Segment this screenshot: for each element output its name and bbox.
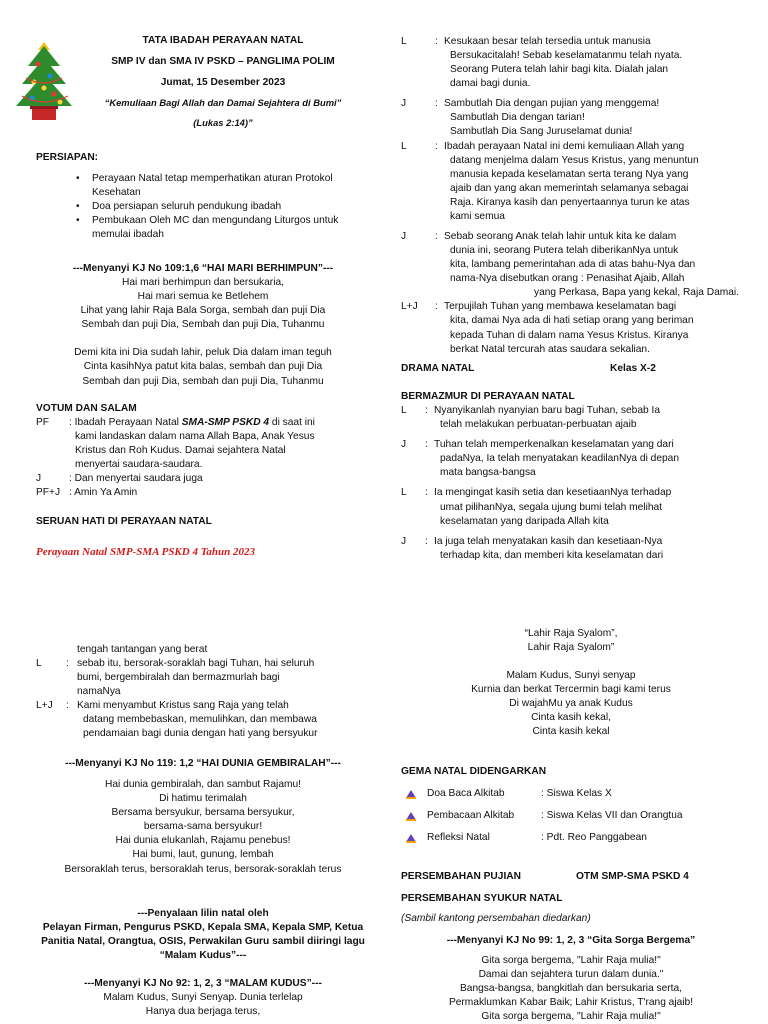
- list-item: [401, 831, 741, 853]
- liturgy-line: Sambutlah Dia dengan tarian!: [450, 112, 585, 124]
- lyric-line: bersama-sama bersyukur!: [143, 821, 263, 833]
- liturgy-line: nama-Nya disebutkan orang : Penasihat Ajaib, Allah: [450, 273, 685, 285]
- gema-label: Doa Baca Alkitab: [427, 788, 505, 800]
- page2-left-liturgy: tengah tantangan yang berat L : sebab itu, bersorak-soraklah bagi Tuhan, hai seluruh bumi, bergembiralah dan bermazmurlah bagi namaNya L+J : Kami menyambut Kristus sang Raja yang telah datang membebaskan, memulihkan, dan membawa pendamaian bagi dunia dengan hati yang bersyukur: [36, 643, 370, 742]
- votum-line: menyertai saudara-saudara.: [75, 459, 203, 471]
- lyric-line: Hanya dua berjaga terus,: [145, 1006, 261, 1018]
- lyric-line: Damai dan sejahtera turun dalam dunia.": [478, 969, 664, 981]
- event-date: Jumat, 15 Desember 2023: [160, 77, 286, 89]
- lyric-line: Kurnia dan berkat Tercermin bagi kami terus: [471, 684, 671, 696]
- theme-verse: (Lukas 2:14)”: [193, 117, 253, 129]
- kj109-title: ---Menyanyi KJ No 109:1,6 “HAI MARI BERHIMPUN”---: [72, 263, 334, 274]
- lyric-line: Gita sorga bergema, "Lahir Raja mulia!": [481, 1011, 661, 1023]
- speaker-label: PF+J: [36, 487, 61, 499]
- psalm-line: telah melakukan perbuatan-perbuatan ajaib: [440, 419, 637, 431]
- lyric-line: Lahir Raja Syalom”: [527, 642, 615, 654]
- kj99-title: ---Menyanyi KJ No 99: 1, 2, 3 “Gita Sorga Bergema”: [446, 935, 696, 946]
- kj119-block: [36, 757, 370, 877]
- persiapan-list: [68, 172, 370, 242]
- votum-text: di saat ini: [269, 417, 315, 429]
- pujian-heading: PERSEMBAHAN PUJIAN: [401, 871, 522, 882]
- lyric-line: Hai dunia elukanlah, Rajamu penebus!: [115, 835, 291, 847]
- lyric-line: Hai bumi, laut, gunung, lembah: [132, 849, 274, 861]
- speaker-label: L+J: [401, 301, 418, 313]
- lyric-line: Hai dunia gembiralah, dan sambut Rajamu!: [105, 779, 301, 791]
- liturgy-line: dunia ini, seorang Putera telah diberikanNya untuk: [450, 245, 679, 257]
- speaker-label: J: [401, 98, 407, 110]
- psalm-line: tengah tantangan yang berat: [77, 644, 208, 655]
- lyric-line: Cinta kasih kekal: [532, 726, 610, 738]
- psalm-line: Ia mengingat kasih setia dan kesetiaanNya terhadap: [434, 487, 672, 499]
- lyric-line: Permaklumkan Kabar Baik; Lahir Kristus, T'rang ajaib!: [448, 997, 694, 1009]
- liturgy-line: Sambutlah Dia Sang Juruselamat dunia!: [450, 126, 633, 138]
- liturgy-line: Sebab seorang Anak telah lahir untuk kita ke dalam: [444, 231, 677, 243]
- pujian-value: OTM SMP-SMA PSKD 4: [576, 871, 689, 882]
- liturgy-line: berkat Natal tercurah atas saudara sekalian.: [450, 343, 650, 355]
- drama-kelas: Kelas X-2: [610, 363, 656, 374]
- lyric-line: Bersama bersyukur, bersama bersyukur,: [111, 807, 295, 819]
- lyric-line: Di hatimu terimalah: [159, 793, 247, 805]
- list-item: [401, 787, 741, 809]
- gema-value: : Siswa Kelas VII dan Orangtua: [541, 810, 683, 822]
- theme-text: “Kemuliaan Bagi Allah dan Damai Sejahtera di Bumi”: [104, 97, 342, 109]
- lyric-line: Bersoraklah terus, bersoraklah terus, bersorak-soraklah terus: [64, 863, 342, 875]
- arrow-bullet-icon: [406, 811, 416, 821]
- lilin-line: Pelayan Firman, Pengurus PSKD, Kepala SMA, Kepala SMP, Ketua: [42, 922, 364, 934]
- liturgy-line: Bersukacitalah! Sebab keselamatanmu telah nyata.: [450, 50, 683, 62]
- speaker-label: L: [401, 36, 407, 47]
- psalm-line: sebab itu, bersorak-soraklah bagi Tuhan, hai seluruh: [77, 658, 315, 670]
- speaker-label: L: [401, 140, 407, 152]
- liturgy-line: kita, lambang pemerintahan ada di atas bahu-Nya dan: [450, 259, 696, 271]
- speaker-label: J: [36, 473, 42, 485]
- liturgy-line: kami semua: [450, 210, 505, 222]
- arrow-bullet-icon: [406, 833, 416, 843]
- lilin-block: [36, 907, 370, 963]
- liturgy-line: Raja. Kiranya kasih dan penyertaannya turun ke atas: [450, 196, 690, 208]
- kj119-title: ---Menyanyi KJ No 119: 1,2 “HAI DUNIA GEMBIRALAH”---: [65, 758, 341, 769]
- lyric-line: Cinta kasih kekal,: [531, 712, 611, 724]
- kj109-block: [36, 262, 370, 389]
- liturgy-line: Sambutlah Dia dengan pujian yang menggema!: [444, 98, 660, 110]
- psalm-line: umat pilihanNya, segala ujung bumi telah melihat: [440, 501, 662, 513]
- drama-heading: DRAMA NATAL: [401, 363, 475, 374]
- liturgy-line: kita, damai Nya ada di hati setiap orang yang beriman: [450, 315, 694, 327]
- bermazmur-heading: BERMAZMUR DI PERAYAAN NATAL: [401, 391, 575, 402]
- speaker-label: L: [401, 405, 407, 417]
- gema-label: Pembacaan Alkitab: [427, 810, 515, 822]
- kj92-title: ---Menyanyi KJ No 92: 1, 2, 3 “MALAM KUDUS”---: [84, 978, 322, 989]
- votum-heading: VOTUM DAN SALAM: [36, 403, 137, 414]
- kj92-block: [36, 977, 370, 1019]
- lyric-line: Malam Kudus, Sunyi senyap: [506, 670, 636, 682]
- speaker-label: L: [401, 487, 407, 499]
- liturgy-block: L : Kesukaan besar telah tersedia untuk manusia Bersukacitalah! Sebab keselamatanmu telah nyata. Seorang Putera telah lahir bagi kita. Dialah jalan damai bagi dunia. J : Sambutlah Dia dengan pujian yang menggema! Sambutlah Dia dengan tarian! Sambutlah Dia Sang Juruselamat dunia! L : Ibadah perayaan Natal ini demi kemuliaan Allah yang datang menjelma dalam Yesus Kristus, yang menuntun manusia kepada keselamatan serta terang Nya yang ajaib dan yang akan memerintah selamanya sebagai Raja. Kiranya kasih dan penyertaannya turun ke atas kami semua J : Sebab seorang Anak telah lahir untuk kita ke dalam dunia ini, seorang Putera telah diberikanNya untuk kita, lambang pemerintahan ada di atas bahu-Nya dan nama-Nya disebutkan orang : Penasihat Ajaib, Allah yang Perkasa, Bapa yang kekal, Raja Damai. L+J : Terpujilah Tuhan yang membawa keselamatan bagi kita, damai Nya ada di hati setiap orang yang beriman kepada Tuhan di dalam nama Yesus Kristus. Kiranya berkat Natal tercurah atas saudara sekalian.: [401, 35, 741, 357]
- lyric-line: Sembah dan puji Dia, Sembah dan puji Dia, Tuhanmu: [81, 319, 325, 331]
- liturgy-line: Seorang Putera telah lahir bagi kita. Dialah jalan: [450, 64, 669, 76]
- page-footer: Perayaan Natal SMP-SMA PSKD 4 Tahun 2023: [36, 546, 256, 558]
- list-item: [401, 809, 741, 831]
- malam-kudus-lyrics: [401, 627, 741, 740]
- liturgy-line: ajaib dan yang akan memerintah selamanya sebagai: [450, 182, 689, 194]
- gema-value: : Siswa Kelas X: [541, 788, 612, 800]
- liturgy-line: kepada Tuhan di dalam nama Yesus Kristus. Kiranya: [450, 329, 689, 341]
- votum-text: : Ibadah Perayaan Natal: [69, 417, 182, 429]
- seruan-heading: SERUAN HATI DI PERAYAAN NATAL: [36, 516, 212, 527]
- speaker-label: PF: [36, 417, 50, 429]
- liturgy-line: yang Perkasa, Bapa yang kekal, Raja Damai.: [534, 287, 739, 299]
- lyric-line: Bangsa-bangsa, bangkitlah dan bersukaria serta,: [459, 983, 682, 995]
- psalm-line: Tuhan telah memperkenalkan keselamatan yang dari: [434, 439, 674, 451]
- gema-block: [401, 765, 741, 853]
- votum-school: SMA-SMP PSKD 4: [181, 417, 270, 429]
- psalm-line: datang membebaskan, memulihkan, dan membawa: [83, 714, 317, 726]
- liturgy-line: Terpujilah Tuhan yang membawa keselamatan bagi: [444, 301, 677, 313]
- gema-value: : Pdt. Reo Panggabean: [541, 832, 647, 844]
- arrow-bullet-icon: [406, 789, 416, 799]
- votum-line: Kristus dan Roh Kudus. Damai sejahtera Natal: [75, 445, 286, 457]
- liturgy-line: datang menjelma dalam Yesus Kristus, yang menuntun: [450, 154, 699, 166]
- psalm-line: pendamaian bagi dunia dengan hati yang bersyukur: [83, 728, 318, 740]
- psalm-line: namaNya: [77, 686, 121, 698]
- lyric-line: Sembah dan puji Dia, sembah dan puji Dia, Tuhanmu: [82, 375, 324, 387]
- syukur-note: (Sambil kantong persembahan diedarkan): [401, 913, 591, 924]
- psalm-line: Ia juga telah menyatakan kasih dan kesetiaan-Nya: [434, 535, 663, 547]
- lyric-line: Hai mari semua ke Betlehem: [137, 291, 269, 303]
- psalm-line: Kami menyambut Kristus sang Raja yang telah: [77, 700, 289, 712]
- gema-label: Refleksi Natal: [427, 832, 490, 844]
- lilin-line: Panitia Natal, Orangtua, OSIS, Perwakilan Guru sambil diiringi lagu: [41, 936, 365, 948]
- list-item: • Doa persiapan seluruh pendukung ibadah: [68, 200, 370, 214]
- lyric-line: “Lahir Raja Syalom”,: [524, 628, 618, 639]
- liturgy-line: damai bagi dunia.: [450, 78, 531, 90]
- lilin-title: ---Penyalaan lilin natal oleh: [137, 908, 269, 919]
- list-item: memulai ibadah: [92, 229, 164, 241]
- lyric-line: Di wajahMu ya anak Kudus: [509, 698, 633, 710]
- speaker-label: J: [401, 535, 407, 547]
- psalm-line: padaNya, Ia telah menyatakan keadilanNya di depan: [440, 453, 680, 465]
- votum-line: kami landaskan dalam nama Allah Bapa, Anak Yesus: [75, 431, 315, 443]
- header-block: [36, 34, 370, 130]
- lyric-line: Malam Kudus, Sunyi Senyap. Dunia terlelap: [103, 992, 303, 1004]
- psalm-line: mata bangsa-bangsa: [440, 467, 536, 479]
- psalm-line: terhadap kita, dan memberi kita keselamatan dari: [440, 549, 664, 561]
- bermazmur-block: BERMAZMUR DI PERAYAAN NATAL L : Nyanyikanlah nyanyian baru bagi Tuhan, sebab Ia telah melakukan perbuatan-perbuatan ajaib J : Tuhan telah memperkenalkan keselamatan yang dari padaNya, Ia telah menyatakan keadilanNya di depan mata bangsa-bangsa L : Ia mengingat kasih setia dan kesetiaanNya terhadap umat pilihanNya, segala ujung bumi telah melihat keselamatan yang daripada Allah kita J : Ia juga telah menyatakan kasih dan kesetiaan-Nya terhadap kita, dan memberi kita keselamatan dari: [401, 390, 741, 563]
- list-item: Kesehatan: [92, 187, 141, 199]
- liturgy-line: manusia kepada keselamatan serta terang Nya yang: [450, 168, 689, 180]
- lyric-line: Hai mari berhimpun dan bersukaria,: [122, 277, 284, 289]
- votum-line: : Amin Ya Amin: [69, 487, 138, 499]
- votum-line: : Dan menyertai saudara juga: [69, 473, 203, 485]
- psalm-line: bumi, bergembiralah dan bermazmurlah bagi: [77, 672, 280, 684]
- school-name: SMP IV dan SMA IV PSKD – PANGLIMA POLIM: [111, 56, 335, 68]
- kj99-block: [401, 934, 741, 1024]
- lilin-line: “Malam Kudus”---: [159, 950, 247, 962]
- speaker-label: J: [401, 439, 407, 451]
- gema-list: [401, 787, 741, 853]
- psalm-line: Nyanyikanlah nyanyian baru bagi Tuhan, sebab Ia: [434, 405, 660, 417]
- speaker-label: L: [36, 658, 42, 670]
- votum-block: [36, 402, 370, 501]
- lyric-line: Gita sorga bergema, "Lahir Raja mulia!": [481, 955, 661, 967]
- liturgy-line: Ibadah perayaan Natal ini demi kemuliaan Allah yang: [444, 140, 685, 152]
- list-item: • Perayaan Natal tetap memperhatikan aturan Protokol: [68, 172, 370, 186]
- persiapan-heading: PERSIAPAN:: [36, 152, 99, 163]
- psalm-line: keselamatan yang daripada Allah kita: [440, 515, 609, 527]
- speaker-label: J: [401, 231, 407, 243]
- lyric-line: Lihat yang lahir Raja Bala Sorga, sembah dan puji Dia: [80, 305, 326, 317]
- liturgy-line: Kesukaan besar telah tersedia untuk manusia: [444, 36, 651, 47]
- speaker-label: L+J: [36, 700, 53, 712]
- lyric-line: Cinta kasihNya patut kita balas, sembah dan puji Dia: [83, 361, 323, 373]
- page-title: TATA IBADAH PERAYAAN NATAL: [142, 35, 304, 46]
- syukur-heading: PERSEMBAHAN SYUKUR NATAL: [401, 893, 563, 904]
- gema-heading: GEMA NATAL DIDENGARKAN: [401, 766, 547, 777]
- list-item: • Pembukaan Oleh MC dan mengundang Liturgos untuk: [68, 214, 370, 228]
- lyric-line: Demi kita ini Dia sudah lahir, peluk Dia dalam iman teguh: [74, 347, 332, 359]
